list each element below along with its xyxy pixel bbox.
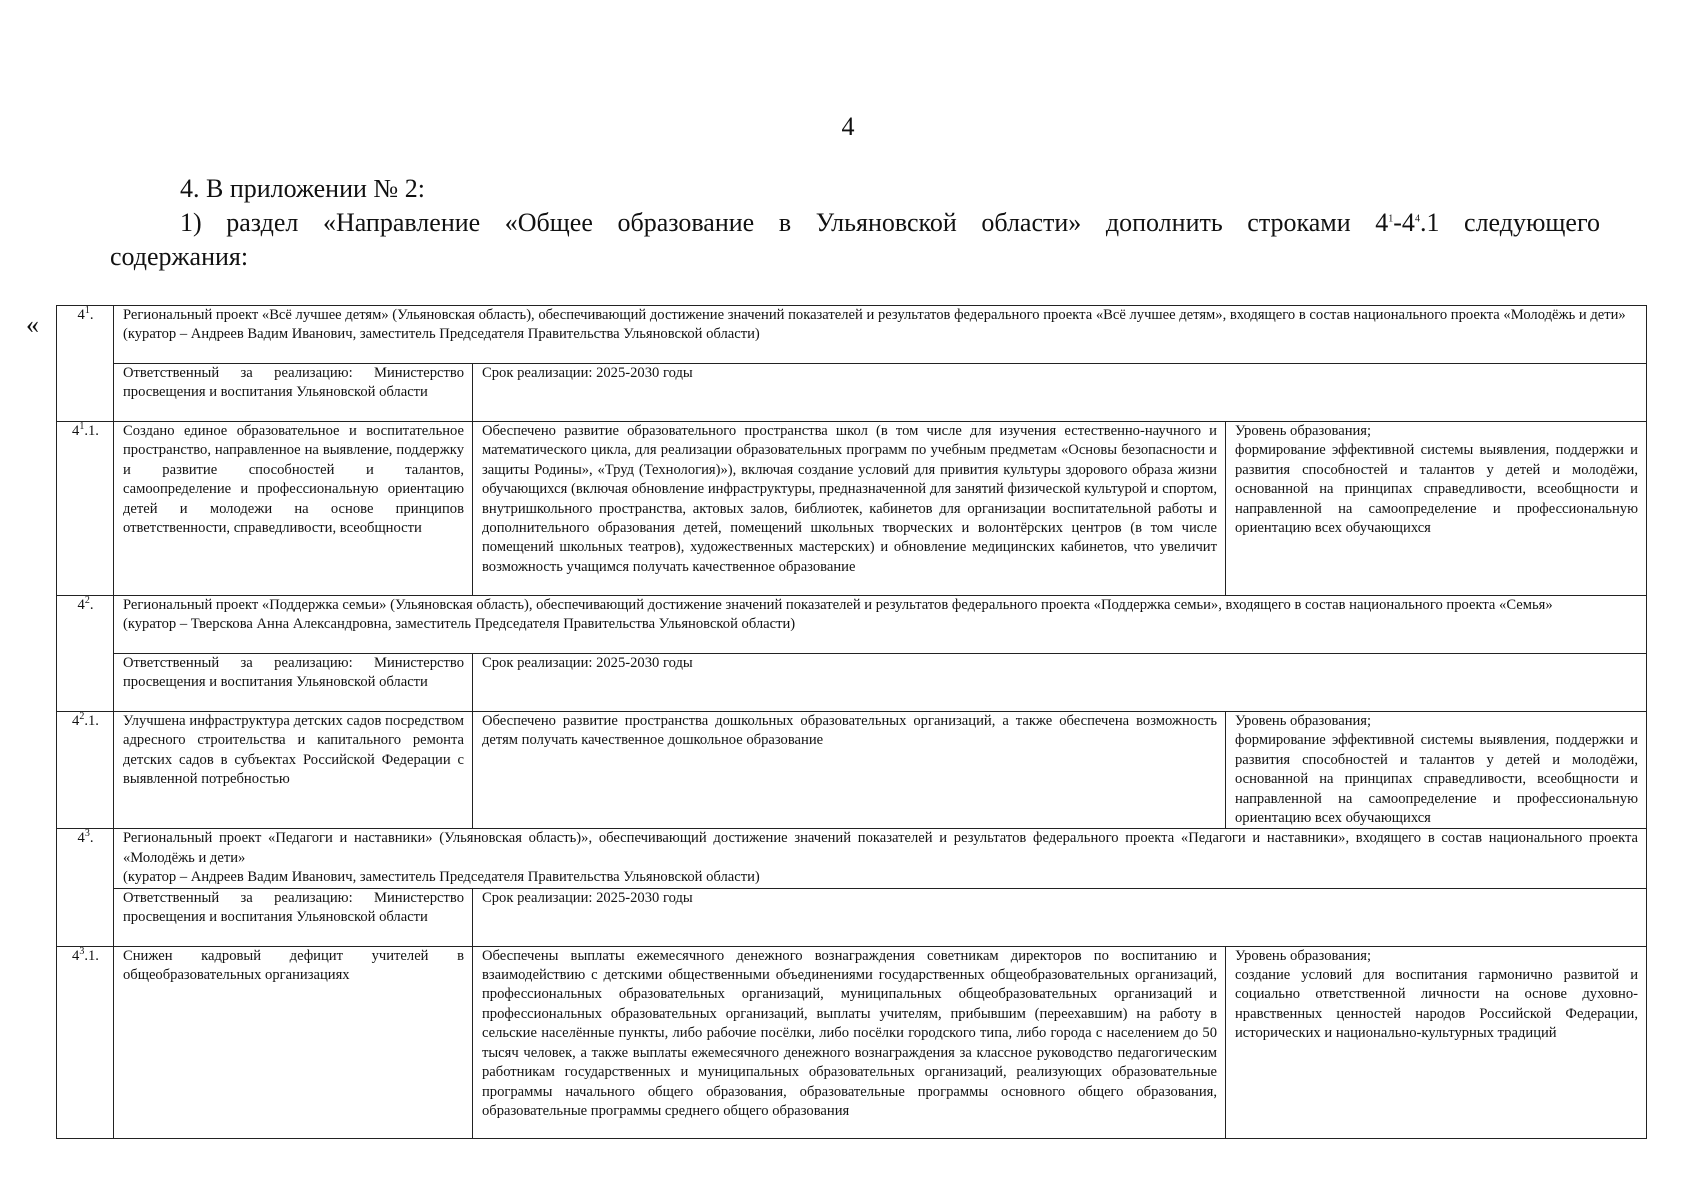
intro-line-3: содержания: [110,242,249,271]
intro-text [110,172,1600,274]
result-cell: Обеспечено развитие образовательного пространства школ (в том числе для изучения естественно-научного и математического цикла, для реализации образовательных программ по учебным предметам «Основы безопасности и защиты Родины», «Труд (Технология)»), включая создание условий для привития культуры здорового образа жизни обучающихся (включая обновление инфраструктуры, предназначенной для занятий физической культурой и спортом, внутришкольного пространства, актовых залов, библиотек, кабинетов для организации воспитательной работы и дополнительного образования детей, помещений школьных творческих и волонтёрских центров (в том числе помещений школьных театров), художественных мастерских) и обновление медицинских кабинетов, что увеличит возможность учащимся получать качественное образование [473,422,1226,596]
row-number: $4^1$. [57,306,114,422]
row-number: $4^2$. [57,596,114,712]
result-cell: Обеспечено развитие пространства дошкольных образовательных организаций, а также обеспечена возможность детям получать качественное дошкольное образование [473,712,1226,829]
row-number: $4^3.1$. [57,946,114,1138]
responsible-row [57,888,1647,946]
row-number: $4^1.1$. [57,422,114,596]
responsible-cell: Ответственный за реализацию: Министерство просвещения и воспитания Ульяновской области [114,888,473,946]
project-row [57,306,1647,364]
project-title: Региональный проект «Поддержка семьи» (Ульяновская область), обеспечивающий достижение значений показателей и результатов федерального проекта «Поддержка семьи», входящего в состав национального проекта «Семья» (куратор – Тверскова Анна Александровна, заместитель Председателя Правительства Ульяновской области) [114,596,1647,654]
project-row [57,596,1647,654]
result-row [57,946,1647,1138]
responsible-row [57,654,1647,712]
intro-line-1: 4. В приложении № 2: [180,174,425,203]
page-number: 4 [841,112,855,141]
term-cell: Срок реализации: 2025-2030 годы [473,888,1647,946]
goal-cell: Уровень образования; формирование эффективной системы выявления, поддержки и развития способностей и талантов у детей и молодёжи, основанной на принципах справедливости, всеобщности и направленной на самоопределение и профессиональную ориентацию всех обучающихся [1226,422,1647,596]
result-row [57,422,1647,596]
responsible-cell: Ответственный за реализацию: Министерство просвещения и воспитания Ульяновской области [114,654,473,712]
responsible-cell: Ответственный за реализацию: Министерство просвещения и воспитания Ульяновской области [114,364,473,422]
term-cell: Срок реализации: 2025-2030 годы [473,364,1647,422]
project-title: Региональный проект «Педагоги и наставники» (Ульяновская область)», обеспечивающий достижение значений показателей и результатов федерального проекта «Педагоги и наставники», входящего в состав национального проекта «Молодёжь и дети» (куратор – Андреев Вадим Иванович, заместитель Председателя Правительства Ульяновской области) [114,829,1647,888]
goal-cell: Уровень образования; создание условий для воспитания гармонично развитой и социально ответственной личности на основе духовно-нравственных ценностей народов Российской Федерации, исторических и национально-культурных традиций [1226,946,1647,1138]
open-quote: « [26,310,39,339]
term-cell: Срок реализации: 2025-2030 годы [473,654,1647,712]
task-cell: Улучшена инфраструктура детских садов посредством адресного строительства и капитального ремонта детских садов в субъектах Российской Федерации с выявленной потребностью [114,712,473,829]
row-number: $4^3$. [57,829,114,946]
task-cell: Снижен кадровый дефицит учителей в общеобразовательных организациях [114,946,473,1138]
goal-cell: Уровень образования; формирование эффективной системы выявления, поддержки и развития способностей и талантов у детей и молодёжи, основанной на принципах справедливости, всеобщности и направленной на самоопределение и профессиональную ориентацию всех обучающихся [1226,712,1647,829]
project-row [57,829,1647,888]
responsible-row [57,364,1647,422]
projects-table [56,305,1647,1139]
intro-line-2: 1) раздел «Направление «Общее образование в Ульяновской области» дополнить строками $4^1-4^4.1$ следующего [180,208,1600,237]
row-number: $4^2.1$. [57,712,114,829]
result-cell: Обеспечены выплаты ежемесячного денежного вознаграждения советникам директоров по воспитанию и взаимодействию с детскими общественными объединениями государственных общеобразовательных организаций, профессиональных образовательных организаций, муниципальных общеобразовательных организаций и профессиональных образовательных организаций, выплаты учителям, прибывшим (переехавшим) на работу в сельские населённые пункты, либо рабочие посёлки, либо посёлки городского типа, либо города с населением до 50 тысяч человек, а также выплаты ежемесячного денежного вознаграждения за классное руководство педагогическим работникам государственных и муниципальных образовательных организаций, реализующих образовательные программы начального общего образования, образовательные программы основного общего образования, образовательные программы среднего общего образования [473,946,1226,1138]
result-row [57,712,1647,829]
project-title: Региональный проект «Всё лучшее детям» (Ульяновская область), обеспечивающий достижение значений показателей и результатов федерального проекта «Всё лучшее детям», входящего в состав национального проекта «Молодёжь и дети» (куратор – Андреев Вадим Иванович, заместитель Председателя Правительства Ульяновской области) [114,306,1647,364]
task-cell: Создано единое образовательное и воспитательное пространство, направленное на выявление, поддержку и развитие способностей и талантов, самоопределение и профессиональную ориентацию детей и молодежи на основе принципов ответственности, справедливости, всеобщности [114,422,473,596]
